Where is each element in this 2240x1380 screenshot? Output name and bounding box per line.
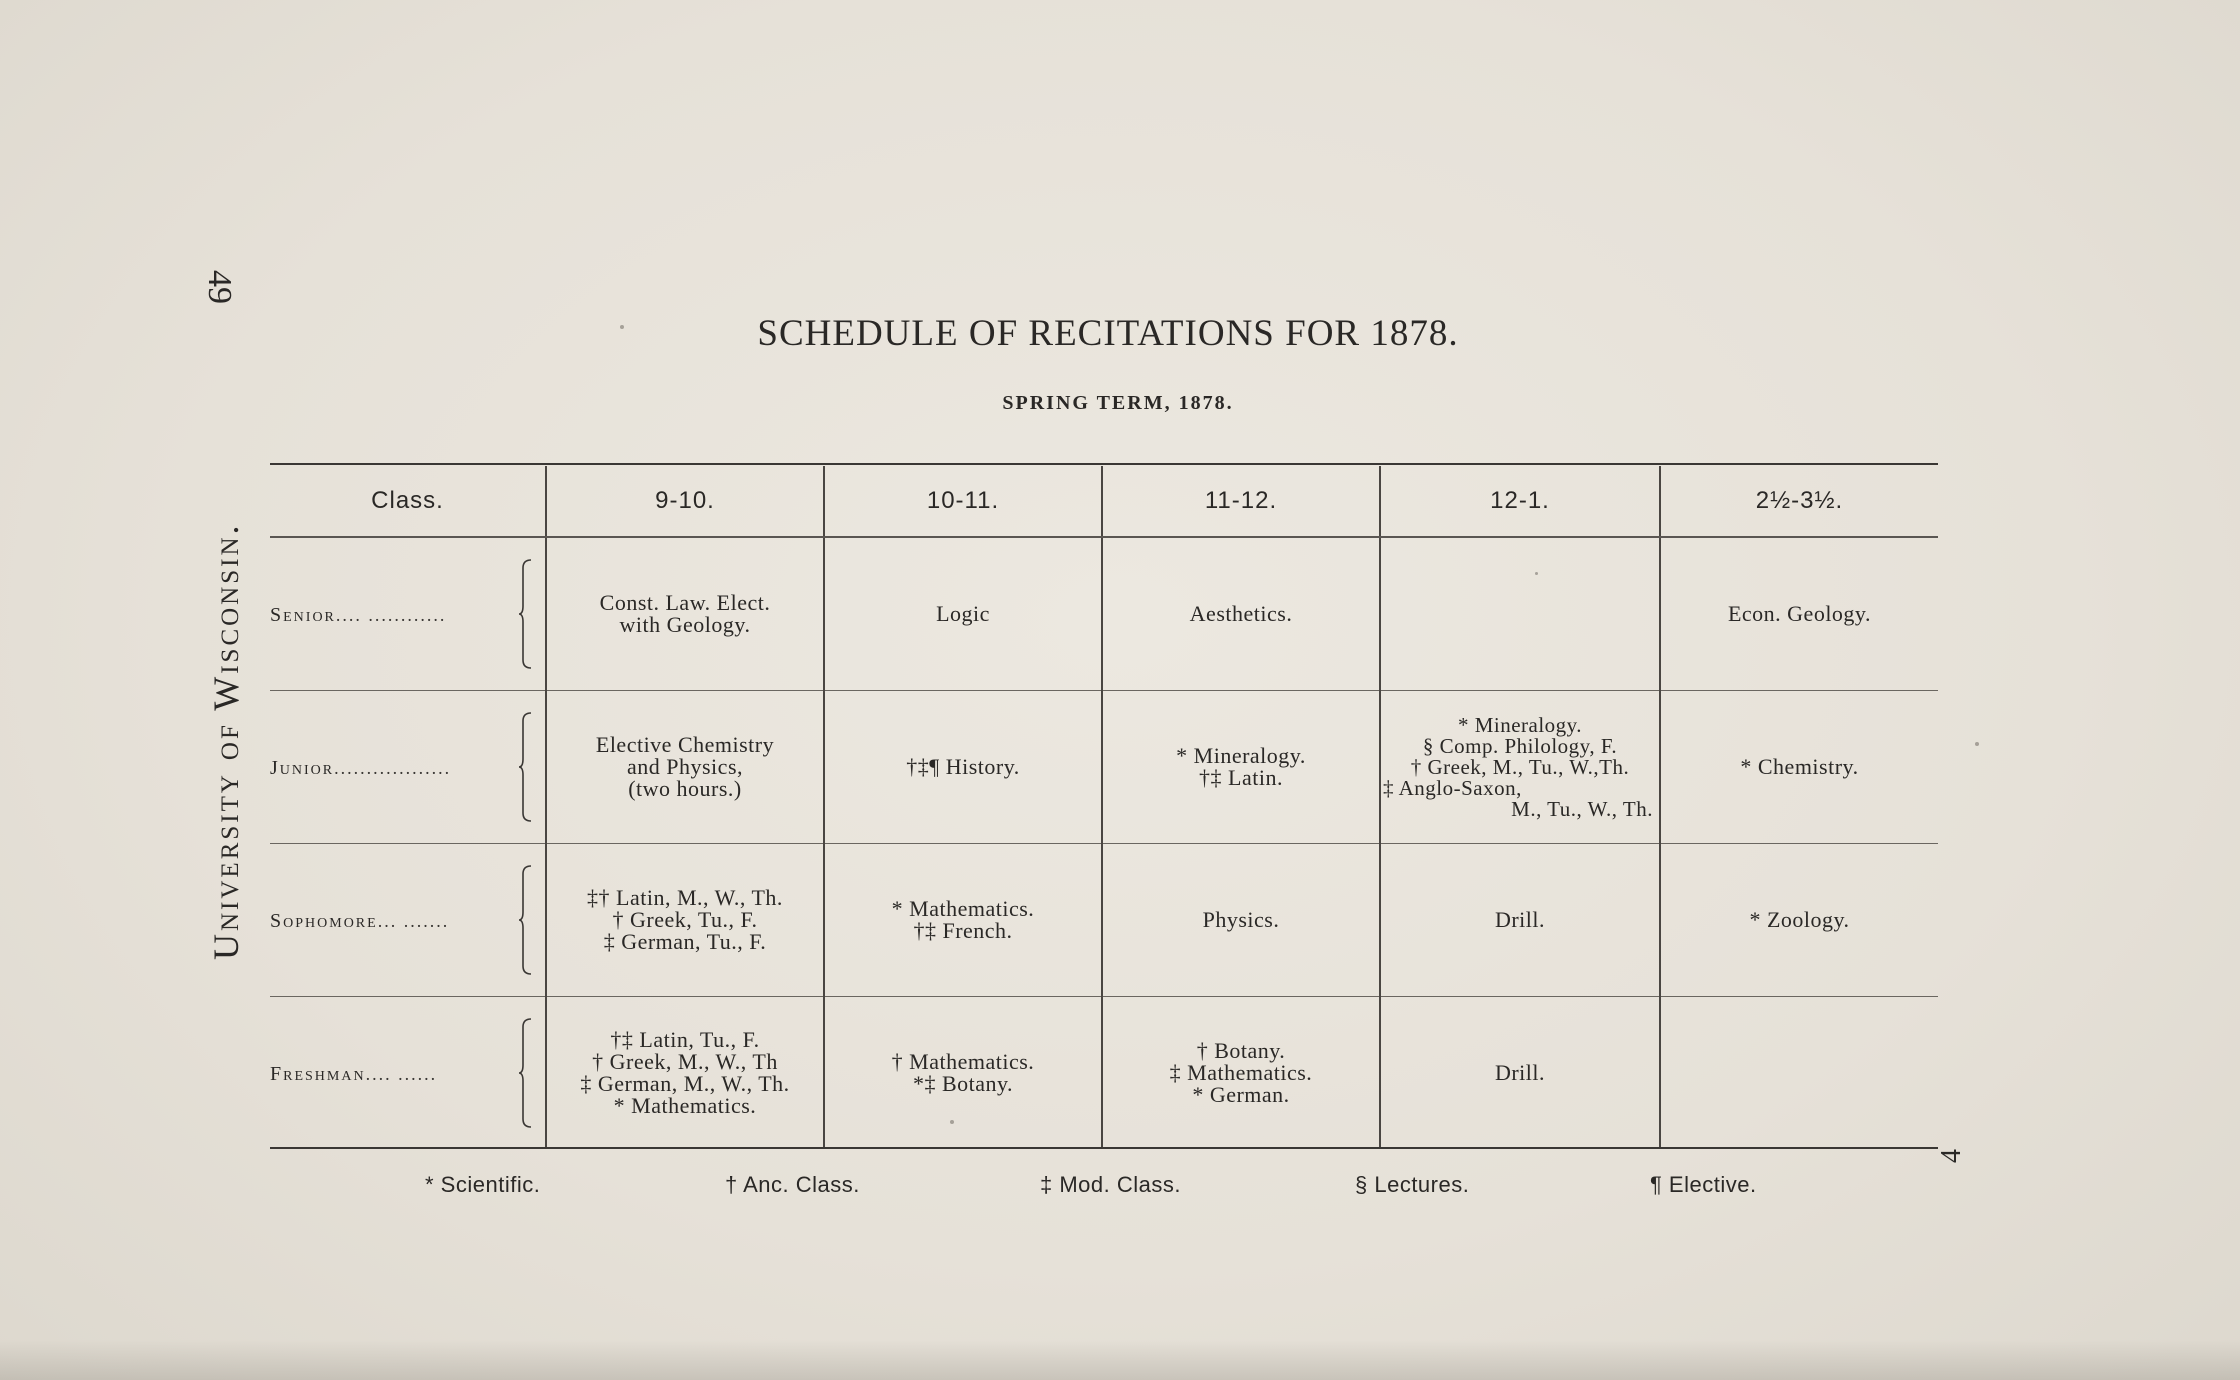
class-name: Freshman (270, 1062, 366, 1085)
table-cell: Aesthetics. (1102, 537, 1380, 691)
table-cell (1660, 997, 1938, 1150)
table-cell: †‡ Latin, Tu., F. † Greek, M., W., Th ‡ German, M., W., Th. * Mathematics. (546, 997, 824, 1150)
page-edge-shadow (0, 1340, 2240, 1380)
class-name: Senior (270, 603, 336, 626)
schedule-table (270, 466, 1938, 1149)
table-row-senior (270, 537, 1938, 691)
column-header-12-1: 12-1. (1380, 466, 1660, 537)
table-cell: ‡† Latin, M., W., Th. † Greek, Tu., F. ‡ German, Tu., F. (546, 844, 824, 997)
table-cell: * Mineralogy. †‡ Latin. (1102, 691, 1380, 844)
signature-mark: 4 (1936, 1149, 1967, 1163)
table-cell: Elective Chemistry and Physics, (two hours.) (546, 691, 824, 844)
class-cell (270, 691, 546, 844)
column-header-9-10: 9-10. (546, 466, 824, 537)
running-head: University of Wisconsin. (206, 522, 246, 960)
class-cell (270, 844, 546, 997)
footnote-lectures: § Lectures. (1355, 1172, 1470, 1197)
footnote-ancient-class: † Anc. Class. (725, 1172, 860, 1197)
table-cell: †‡¶ History. (824, 691, 1102, 844)
brace-icon (519, 558, 533, 670)
table-row-junior (270, 691, 1938, 844)
paper-speck (1975, 742, 1979, 746)
footnotes (270, 1172, 1938, 1202)
dot-leader: .................. (334, 757, 452, 778)
class-name: Sophomore (270, 909, 378, 932)
table-cell: * Chemistry. (1660, 691, 1938, 844)
table-cell: * Zoology. (1660, 844, 1938, 997)
class-name: Junior (270, 756, 335, 779)
column-header-11-12: 11-12. (1102, 466, 1380, 537)
column-header-10-11: 10-11. (824, 466, 1102, 537)
table-header-row (270, 466, 1938, 537)
table-cell (1380, 537, 1660, 691)
footnote-modern-class: ‡ Mod. Class. (1040, 1172, 1181, 1197)
column-header-class: Class. (270, 466, 546, 537)
brace-icon (519, 864, 533, 976)
dot-leader: .... ...... (365, 1063, 438, 1084)
dot-leader: ... ....... (377, 910, 450, 931)
table-cell: † Mathematics. *‡ Botany. (824, 997, 1102, 1150)
table-cell: * Mathematics. †‡ French. (824, 844, 1102, 997)
page-number: 49 (201, 270, 238, 304)
table-top-rule (270, 463, 1938, 465)
table-cell: † Botany. ‡ Mathematics. * German. (1102, 997, 1380, 1150)
table-cell: Const. Law. Elect. with Geology. (546, 537, 824, 691)
footnote-elective: ¶ Elective. (1650, 1172, 1757, 1197)
brace-icon (519, 1017, 533, 1129)
table-cell: Drill. (1380, 844, 1660, 997)
table-cell: Logic (824, 537, 1102, 691)
class-cell (270, 997, 546, 1150)
table-cell: Physics. (1102, 844, 1380, 997)
dot-leader: .... ............ (335, 604, 447, 625)
column-header-2-3: 2½-3½. (1660, 466, 1938, 537)
table-bottom-rule (270, 1147, 1938, 1149)
page-subtitle: SPRING TERM, 1878. (1002, 392, 1234, 414)
table-cell: * Mineralogy. § Comp. Philology, F. † Greek, M., Tu., W.,Th. ‡ Anglo-Saxon, M., Tu., W., Th. (1380, 691, 1660, 844)
table-cell: Econ. Geology. (1660, 537, 1938, 691)
class-cell (270, 537, 546, 691)
brace-icon (519, 711, 533, 823)
page-title: SCHEDULE OF RECITATIONS FOR 1878. (757, 313, 1459, 354)
footnote-scientific: * Scientific. (425, 1172, 541, 1197)
table-row-freshman (270, 997, 1938, 1150)
table-cell: Drill. (1380, 997, 1660, 1150)
table-row-sophomore (270, 844, 1938, 997)
